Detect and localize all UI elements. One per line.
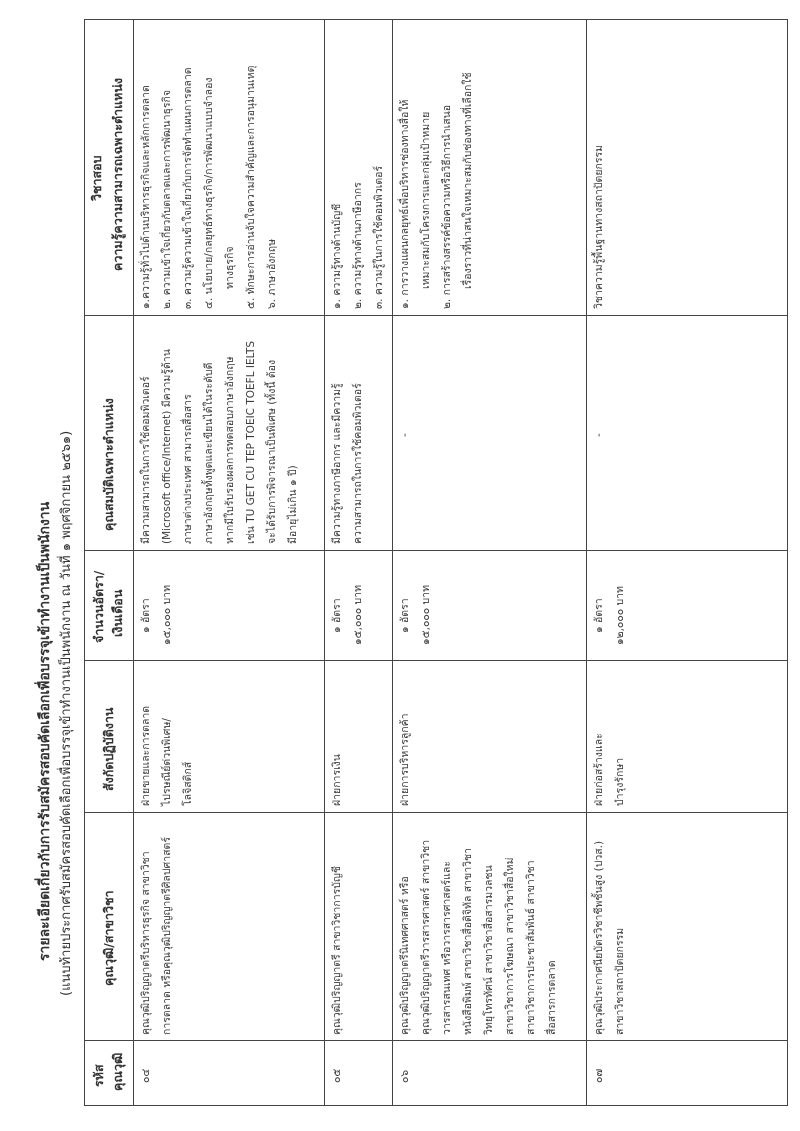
- row-07-department: บำรุงรักษา: [614, 757, 626, 806]
- row-06-exam: ๑. การวางแผนกลยุทธ์เพื่อบริหารช่องทางสื่อให้: [399, 99, 411, 309]
- row-05-exam: ๒. ความรู้ทางด้านภาษีอากร: [352, 182, 364, 309]
- row-04-code: ๐๔: [140, 1068, 152, 1083]
- row-04-specific: ภาษาอังกฤษทั้งพูดและเขียนได้ในระดับดี: [203, 362, 215, 544]
- col-divider-qualification: [84, 812, 787, 813]
- row-04-specific: (Microsoft office/Internet) มีความรู้ด้าน: [161, 349, 173, 544]
- row-04-positions: ๑ อัตรา: [140, 598, 152, 633]
- col-divider-positions: [84, 550, 787, 551]
- row-06-department: ฝ่ายการบริหารลูกค้า: [399, 713, 411, 806]
- row-04-exam: ๓. ความรู้ความเข้าใจเกี่ยวกับการจัดทำแผนการตลาด: [182, 67, 194, 309]
- header-positions-line2: เงินเดือน: [110, 589, 125, 637]
- header-qualification: คุณวุฒิ/สาขาวิชา: [101, 890, 116, 986]
- row-05-positions: ๑ อัตรา: [331, 598, 343, 633]
- row-04-department: ไปรษณีย์ด่วนพิเศษ/: [161, 718, 173, 806]
- row-05-department: ฝ่ายการเงิน: [331, 754, 343, 806]
- row-06-qualification: คุณวุฒิปริญญาตรีวารสารศาสตร์ สาขาวิชา: [420, 839, 432, 1035]
- row-04-exam: ๑.ความรู้ทั่วไปด้านบริหารธุรกิจและหลักการตลาด: [140, 85, 152, 309]
- header-specific: คุณสมบัติเฉพาะตำแหน่ง: [101, 398, 116, 531]
- row-05-exam: ๑. ความรู้ทางด้านบัญชี: [331, 203, 343, 309]
- row-04-exam: ๔. นโยบาย/กลยุทธ์ทางธุรกิจ/การพัฒนาแบบจำลอง: [203, 77, 215, 309]
- row-05-salary: ๑๕,๐๐๐ บาท: [352, 585, 364, 645]
- row-04-exam: ทางธุรกิจ: [224, 246, 236, 289]
- row-04-specific: ภาษาต่างประเทศ สามารถสื่อสาร: [182, 394, 194, 544]
- row-06-qualification: สาขาวิชาการประชาสัมพันธ์ สาขาวิชา: [525, 860, 537, 1035]
- row-06-exam: เหมาะสมกับโครงการและกลุ่มเป้าหมาย: [420, 111, 432, 289]
- row-05-specific: มีความรู้ทางภาษีอากร และมีความรู้: [331, 383, 343, 544]
- row-07-specific: -: [593, 433, 605, 437]
- col-divider-department: [84, 660, 787, 661]
- row-04-department: โลจิสติกส์: [182, 761, 194, 806]
- row-04-exam: ๖. ภาษาอังกฤษ: [266, 238, 278, 309]
- document-subtitle: (แนบท้ายประกาศรับสมัครสอบคัดเลือกเพื่อบรรจุเข้าทำงานเป็นพนักงาน ณ วันที่ ๑ พฤศจิกายน ๒๕๖๑): [59, 430, 74, 996]
- header-code-line1: รหัส: [91, 1064, 106, 1087]
- header-positions-line1: จำนวนอัตรา/: [91, 570, 106, 643]
- row-07-exam: วิชาความรู้พื้นฐานทางสถาปัตยกรรม: [593, 144, 605, 309]
- row-04-exam: ๒. ความเข้าใจเกี่ยวกับตลาดและการพัฒนาธุรกิจ: [161, 89, 173, 309]
- row-divider-2: [392, 20, 393, 1106]
- col-divider-code: [84, 1040, 787, 1041]
- header-exam-line2: ความรู้ความสามารถเฉพาะตำแหน่ง: [110, 77, 125, 271]
- header-exam-line1: วิชาสอบ: [89, 155, 104, 201]
- header-divider: [133, 20, 134, 1106]
- col-divider-specific: [84, 315, 787, 316]
- document-title: รายละเอียดเกี่ยวกับการรับสมัครสอบคัดเลือกเพื่อบรรจุเข้าทำงานเป็นพนักงาน: [37, 501, 53, 961]
- row-04-specific: มีอายุไม่เกิน ๑ ปี): [287, 465, 299, 544]
- row-06-positions: ๑ อัตรา: [399, 598, 411, 633]
- row-04-specific: มีความสามารถในการใช้คอมพิวเตอร์: [140, 376, 152, 544]
- row-07-code: ๐๗: [593, 1068, 605, 1083]
- row-06-qualification: สื่อสารการตลาด: [546, 960, 558, 1035]
- row-05-qualification: คุณวุฒิปริญญาตรี สาขาวิชาการบัญชี: [331, 866, 343, 1035]
- row-divider-3: [586, 20, 587, 1106]
- row-06-qualification: วารสารสนเทศ หรือวารสารศาสตร์และ: [441, 861, 453, 1035]
- row-divider-1: [324, 20, 325, 1106]
- row-06-salary: ๑๕,๐๐๐ บาท: [420, 585, 432, 645]
- row-07-positions: ๑ อัตรา: [593, 598, 605, 633]
- row-06-code: ๐๖: [399, 1069, 411, 1083]
- row-06-specific: -: [399, 433, 411, 437]
- row-04-specific: จะได้รับการพิจารณาเป็นพิเศษ (ทั้งนี้ ต้อง: [266, 359, 278, 544]
- row-04-specific: หากมีใบรับรองผลการทดสอบภาษาอังกฤษ: [224, 356, 236, 544]
- row-06-qualification: หนังสือพิมพ์ สาขาวิชาสื่อดิจิทัล สาขาวิชา: [462, 847, 474, 1035]
- row-07-department: ฝ่ายก่อสร้างและ: [593, 733, 605, 806]
- row-07-qualification: คุณวุฒิประกาศนียบัตรวิชาชีพชั้นสูง (ปวส.): [593, 840, 605, 1035]
- row-06-qualification: คุณวุฒิปริญญาตรีนิเทศศาสตร์ หรือ: [399, 876, 411, 1035]
- row-04-specific: เช่น TU GET CU TEP TOEIC TOEFL IELTS: [245, 340, 257, 544]
- header-code-line2: คุณวุฒิ: [110, 1052, 125, 1091]
- row-06-exam: ๒. การสร้างสรรค์ข้อความหรือวิธีการนำเสนอ: [441, 104, 453, 309]
- row-04-qualification: การตลาด หรือคุณวุฒิปริญญาตรีศิลปศาสตร์: [161, 837, 173, 1035]
- row-06-qualification: วิทยุโทรทัศน์ สาขาวิชาสื่อสารมวลชน: [483, 865, 495, 1035]
- row-04-qualification: คุณวุฒิปริญญาตรีบริหารธุรกิจ สาขาวิชา: [140, 851, 152, 1035]
- row-07-salary: ๑๒,๐๐๐ บาท: [614, 586, 626, 645]
- header-department: สังกัดปฏิบัติงาน: [101, 707, 116, 791]
- row-04-salary: ๑๕,๐๐๐ บาท: [161, 585, 173, 645]
- row-05-specific: ความสามารถในการใช้คอมพิวเตอร์: [352, 383, 364, 544]
- row-05-exam: ๓. ความรู้ในการใช้คอมพิวเตอร์: [373, 165, 385, 309]
- row-04-department: ฝ่ายขายและการตลาด: [140, 705, 152, 806]
- row-07-qualification: สาขาวิชาสถาปัตยกรรม: [614, 927, 626, 1035]
- row-06-qualification: สาขาวิชาการโฆษณา สาขาวิชาสื่อใหม่: [504, 857, 516, 1035]
- row-05-code: ๐๕: [331, 1068, 343, 1083]
- row-04-exam: ๕. ทักษะการอ่านจับใจความสำคัญและการอนุมานเหตุ: [245, 65, 257, 309]
- row-06-exam: เรื่องราวที่น่าสนใจเหมาะสมกับช่องทางที่เลือกใช้: [462, 72, 474, 289]
